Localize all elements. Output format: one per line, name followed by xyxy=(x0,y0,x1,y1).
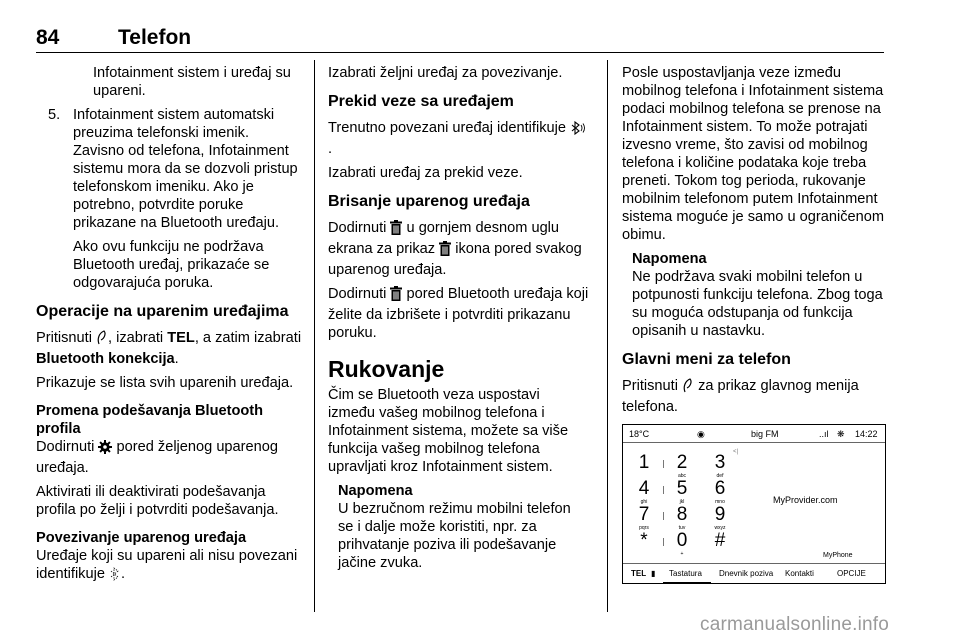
chapter-heading: Rukovanje xyxy=(328,356,445,382)
key-letters: pqrs xyxy=(639,525,649,531)
paragraph: Pritisnuti za prikaz glavnog menija telefona. xyxy=(622,378,859,415)
key-separator xyxy=(663,460,664,468)
section-heading: Glavni meni za telefon xyxy=(622,351,791,368)
temperature: 18°C xyxy=(629,429,650,439)
bluetooth-connected-icon xyxy=(570,121,588,140)
key-letters: def xyxy=(716,473,724,479)
page-number: 84 xyxy=(36,26,60,49)
section-heading: Brisanje uparenog uređaja xyxy=(328,193,530,210)
paragraph: Infotainment sistem i uređaj su upareni. xyxy=(93,65,291,99)
tab-contacts[interactable]: Kontakti xyxy=(785,569,814,578)
keypad-key[interactable] xyxy=(705,479,735,505)
provider-name: MyProvider.com xyxy=(773,495,838,505)
list-number: 5. xyxy=(48,107,61,123)
paragraph: Čim se Bluetooth veza uspostavi između vašeg mobilnog telefona i Infotainment sistema, možete sa više funkcija vašeg mobilnog telefona upravljati kroz Infotainment sistem. xyxy=(328,387,569,475)
section-heading: Operacije na uparenim uređajima xyxy=(36,303,289,320)
phone-name: MyPhone xyxy=(823,552,853,559)
tab-options[interactable]: OPCIJE xyxy=(837,569,866,578)
key-digit: 7 xyxy=(638,504,650,525)
keypad-key[interactable] xyxy=(629,531,659,551)
key-digit: * xyxy=(640,530,648,551)
status-bar xyxy=(623,425,885,443)
paragraph: Trenutno povezani uređaj identifikuje . xyxy=(328,119,590,158)
key-letters: mno xyxy=(715,499,725,505)
tab-call-log[interactable]: Dnevnik poziva xyxy=(719,569,774,578)
tel-label: TEL xyxy=(631,569,647,578)
paragraph: Uređaje koji su upareni ali nisu povezani identifikuje . xyxy=(36,547,302,586)
key-digit: 1 xyxy=(638,452,650,473)
keypad-key[interactable] xyxy=(667,531,697,557)
key-digit: 9 xyxy=(714,504,726,525)
paragraph: Prikazuje se lista svih uparenih uređaja. xyxy=(36,375,294,391)
bottom-menu xyxy=(623,563,885,583)
page-title: Telefon xyxy=(118,26,192,49)
key-digit: 3 xyxy=(714,452,726,473)
gear-icon xyxy=(98,440,112,459)
key-separator xyxy=(663,538,664,546)
trash-icon xyxy=(390,220,402,240)
paragraph: Infotainment sistem automatski preuzima telefonski imenik. Zavisno od telefona, Infotainment sistemu mora da se dozvoli pristup telefonskom imeniku. Ako je potrebno, potvrdite poruke prikazane na Bluetooth uređaju. xyxy=(73,107,298,231)
key-letters: tuv xyxy=(678,525,686,531)
header-divider xyxy=(36,52,884,53)
section-heading: Prekid veze sa uređajem xyxy=(328,93,514,110)
phone-screen-figure xyxy=(622,424,886,584)
list-item xyxy=(48,106,302,232)
keypad-key[interactable] xyxy=(629,479,659,505)
note-text: Ne podržava svaki mobilni telefon u potpunosti funkciju telefona. Zbog toga su moguća odstupanja od funkcija opisanih u nastavku. xyxy=(632,269,883,339)
watermark: carmanualsonline.info xyxy=(700,614,890,635)
keypad-key[interactable] xyxy=(629,453,659,473)
page-header xyxy=(36,26,884,50)
keypad-key[interactable] xyxy=(705,531,735,551)
paragraph: Posle uspostavljanja veze između mobilnog telefona i Infotainment sistema podaci mobilnog telefona se prenose na Infotainment sistem. To može potrajati izvesno vreme, što zavisi od mobilnog telefona i količine podataka koje treba preneti. Tokom tog perioda, rukovanje mobilnim telefonom putem Infotainment sistema moguće je samo u ograničenom obimu. xyxy=(622,65,885,243)
key-digit: 2 xyxy=(676,452,688,473)
keypad-key[interactable] xyxy=(667,505,697,531)
note xyxy=(622,250,886,340)
paragraph: Dodirnuti u gornjem desnom uglu ekrana za prikaz ikona pored svakog uparenog uređaja. xyxy=(328,220,582,278)
paragraph: Izabrati željni uređaj za povezivanje. xyxy=(328,65,563,81)
signal-icon: ..ıl xyxy=(819,429,829,439)
key-digit: 0 xyxy=(676,530,688,551)
paragraph: Dodirnuti pored željenog uparenog uređaja. xyxy=(36,439,278,476)
column-2 xyxy=(328,64,590,578)
keypad-key[interactable] xyxy=(667,453,697,479)
backspace-icon: <| xyxy=(733,449,739,455)
column-divider-1 xyxy=(314,60,315,612)
key-letters: ghi xyxy=(640,499,648,505)
note-title: Napomena xyxy=(338,483,413,499)
keypad-key[interactable] xyxy=(629,505,659,531)
key-digit: 8 xyxy=(676,504,688,525)
paragraph: Izabrati uređaj za prekid veze. xyxy=(328,165,523,181)
key-digit: # xyxy=(714,530,726,551)
trash-icon xyxy=(439,241,451,261)
navigation-icon: ◉ xyxy=(697,429,705,439)
key-separator xyxy=(663,486,664,494)
paragraph: Pritisnuti , izabrati TEL, a zatim izabrati Bluetooth konekcija. xyxy=(36,330,302,367)
settings-icon: ❋ xyxy=(837,429,845,439)
home-icon xyxy=(682,378,694,398)
bluetooth-icon xyxy=(109,567,121,586)
tab-keypad[interactable]: Tastatura xyxy=(669,569,702,578)
radio-station: big FM xyxy=(751,429,779,439)
key-letters: jkl xyxy=(679,499,685,505)
key-letters: wxyz xyxy=(714,525,726,531)
column-divider-2 xyxy=(607,60,608,612)
key-letters: + xyxy=(680,551,684,557)
keypad-key[interactable] xyxy=(667,479,697,505)
key-digit: 5 xyxy=(676,478,688,499)
paragraph: Dodirnuti pored Bluetooth uređaja koji želite da izbrišete i potvrditi prikazanu poruku. xyxy=(328,286,589,341)
trash-icon xyxy=(390,286,402,306)
keypad-key[interactable] xyxy=(705,505,735,531)
column-3 xyxy=(622,64,886,584)
paragraph: Aktivirati ili deaktivirati podešavanja profila po želji i potvrditi podešavanja. xyxy=(36,484,279,518)
subsection-heading: Promena podešavanja Bluetooth profila xyxy=(36,403,264,437)
key-digit: 4 xyxy=(638,478,650,499)
note-text: U bezručnom režimu mobilni telefon se i dalje može koristiti, npr. za prihvatanje poziva ili podešavanje jačine zvuka. xyxy=(338,501,571,571)
key-separator xyxy=(663,512,664,520)
note-title: Napomena xyxy=(632,251,707,267)
note xyxy=(328,482,590,572)
phone-icon: ▮ xyxy=(651,569,656,578)
subsection-heading: Povezivanje uparenog uređaja xyxy=(36,530,247,546)
home-icon xyxy=(96,330,108,350)
column-1 xyxy=(36,64,302,592)
clock: 14:22 xyxy=(855,429,878,439)
paragraph: Ako ovu funkciju ne podržava Bluetooth uređaj, prikazaće se odgovarajuća poruka. xyxy=(73,239,270,291)
keypad-key[interactable] xyxy=(705,453,735,479)
key-letters: abc xyxy=(677,473,687,479)
key-digit: 6 xyxy=(714,478,726,499)
